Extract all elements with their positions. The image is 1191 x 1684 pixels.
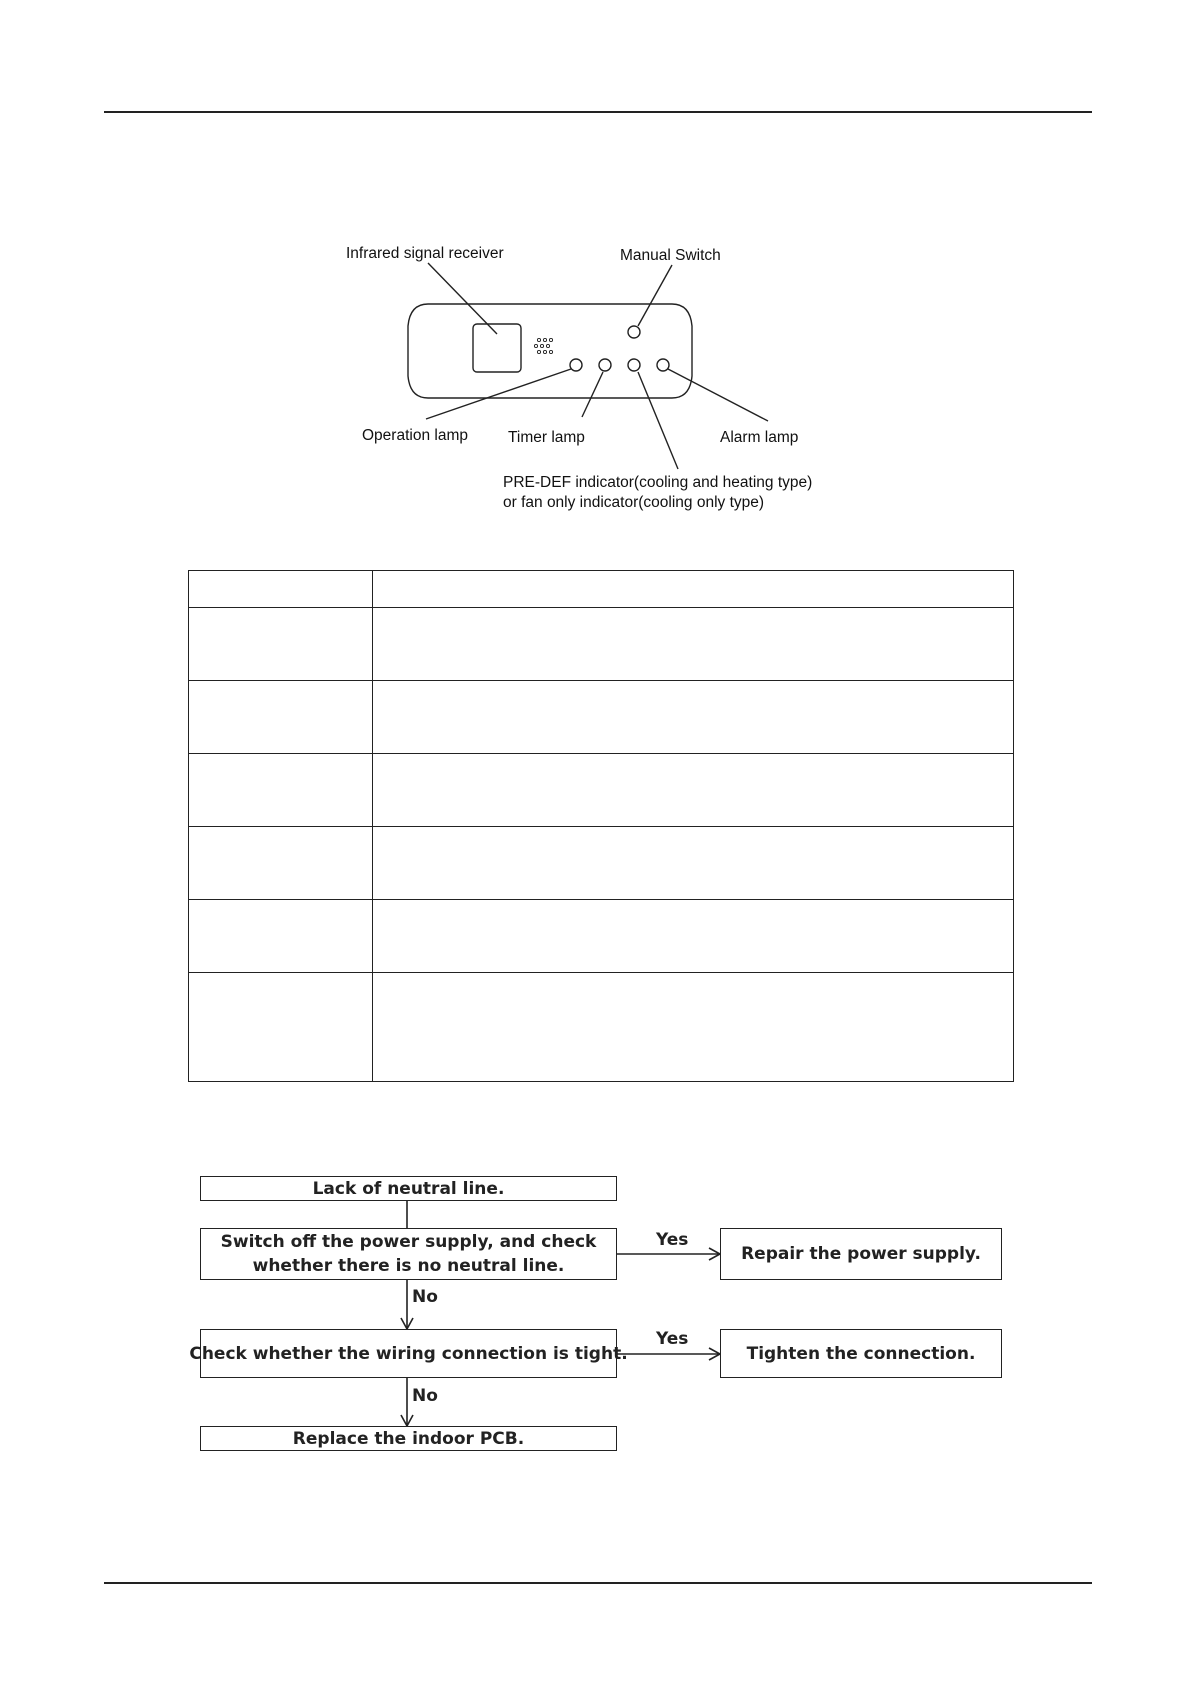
timer-lamp-label: Timer lamp bbox=[508, 429, 585, 446]
table-cell bbox=[373, 900, 1014, 973]
alarm-lamp-label: Alarm lamp bbox=[720, 429, 799, 446]
flow-no-label: No bbox=[412, 1386, 438, 1406]
table-cell bbox=[373, 973, 1014, 1082]
table-cell bbox=[373, 827, 1014, 900]
flow-start-box: Lack of neutral line. bbox=[200, 1176, 617, 1201]
flow-check-power-line: Switch off the power supply, and check bbox=[220, 1232, 597, 1252]
pre-def-indicator-label: PRE-DEF indicator(cooling and heating type) bbox=[503, 474, 813, 491]
table-row bbox=[189, 973, 1014, 1082]
flow-yes-label: Yes bbox=[656, 1329, 689, 1349]
table-cell bbox=[189, 571, 373, 608]
flow-replace-box: Replace the indoor PCB. bbox=[200, 1426, 617, 1451]
fan-only-indicator-label: or fan only indicator(cooling only type) bbox=[503, 494, 765, 511]
operation-lamp bbox=[570, 359, 582, 371]
flow-check-power-box bbox=[200, 1228, 617, 1280]
table-cell bbox=[189, 681, 373, 754]
table-cell bbox=[189, 608, 373, 681]
flow-no-label: No bbox=[412, 1287, 438, 1307]
display-panel-diagram bbox=[330, 236, 890, 526]
infrared-receiver-label: Infrared signal receiver bbox=[346, 245, 504, 262]
table-row bbox=[189, 681, 1014, 754]
table-row bbox=[189, 608, 1014, 681]
flowchart-connectors bbox=[190, 1176, 1020, 1466]
table-cell bbox=[189, 827, 373, 900]
infrared-receiver-window bbox=[473, 324, 521, 372]
timer-lamp bbox=[599, 359, 611, 371]
flow-yes-label: Yes bbox=[656, 1230, 689, 1250]
table-cell bbox=[189, 900, 373, 973]
alarm-lamp bbox=[657, 359, 669, 371]
table-row bbox=[189, 827, 1014, 900]
table-cell bbox=[189, 973, 373, 1082]
footer-rule bbox=[104, 1582, 1092, 1584]
flow-tighten-box: Tighten the connection. bbox=[720, 1329, 1002, 1378]
pre-def-lamp bbox=[628, 359, 640, 371]
operation-lamp-label: Operation lamp bbox=[362, 427, 468, 444]
troubleshooting-flowchart bbox=[190, 1176, 1020, 1466]
manual-switch-label: Manual Switch bbox=[620, 247, 721, 264]
table-cell bbox=[373, 681, 1014, 754]
table-cell bbox=[373, 754, 1014, 827]
table-row bbox=[189, 900, 1014, 973]
flow-check-power-line: whether there is no neutral line. bbox=[252, 1256, 565, 1276]
table-cell bbox=[189, 754, 373, 827]
flow-repair-box: Repair the power supply. bbox=[720, 1228, 1002, 1280]
buzzer-icon bbox=[534, 338, 552, 353]
table-row bbox=[189, 754, 1014, 827]
indicator-table bbox=[188, 570, 1014, 1082]
table-cell bbox=[373, 608, 1014, 681]
manual-switch-button bbox=[628, 326, 640, 338]
header-rule bbox=[104, 111, 1092, 113]
table-cell bbox=[373, 571, 1014, 608]
flow-check-wiring-box: Check whether the wiring connection is tight. bbox=[200, 1329, 617, 1378]
table-row bbox=[189, 571, 1014, 608]
